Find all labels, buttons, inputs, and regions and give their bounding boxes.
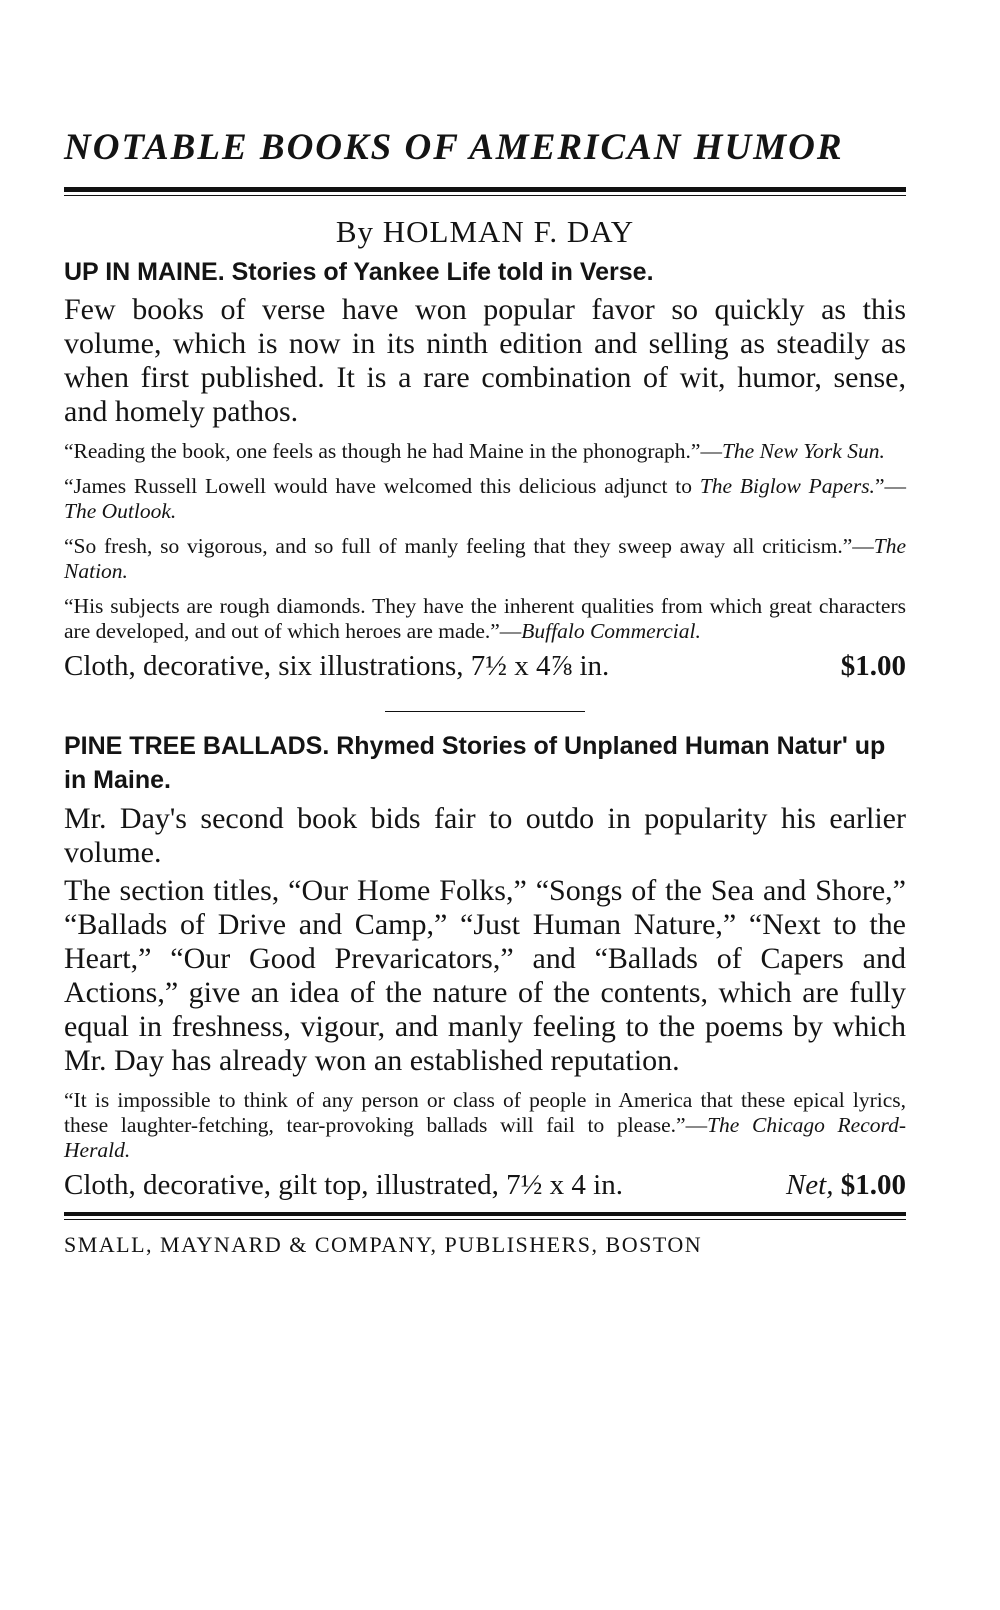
price-prefix: Net,	[785, 1168, 834, 1201]
quote-source: The Nation.	[64, 534, 906, 584]
publisher-imprint: SMALL, MAYNARD & COMPANY, PUBLISHERS, BOSTON	[64, 1231, 703, 1257]
book-description: The section titles, “Our Home Folks,” “Songs of the Sea and Shore,” “Ballads of Drive and Camp,” “Just Human Nature,” “Next to the Heart,” “Our Good Prevaricators,” and “Ballads of Capers and Actions,” give an idea of the nature of the contents, which are fully equal in freshness, vigour, and manly feeling to the poems by which Mr. Day has already won an established reputation.	[64, 873, 906, 1077]
review-quote	[64, 439, 906, 464]
binding-description: Cloth, decorative, gilt top, illustrated, 7½ x 4 in.	[64, 1168, 623, 1201]
quote-text-after: ”—	[874, 474, 906, 499]
book-description: Few books of verse have won popular favor so quickly as this volume, which is now in its ninth edition and selling as steadily as when first published. It is a rare combination of wit, humor, sense, and homely pathos.	[64, 293, 906, 429]
quote-text: “It is impossible to think of any person or class of people in America that these epical lyrics, these laughter-fetching, tear-provoking ballads will fail to please.”—	[64, 1087, 906, 1137]
quote-text: “His subjects are rough diamonds. They have the inherent qualities from which great characters are developed, and out of which heroes are made.”—	[64, 594, 906, 644]
footer-rule-thick	[64, 1212, 906, 1216]
header-rule-thin	[64, 195, 906, 196]
footer-rule-thin	[64, 1219, 906, 1220]
advertisement-page	[64, 128, 906, 1258]
binding-description: Cloth, decorative, six illustrations, 7½ x 4⅞ in.	[64, 650, 610, 683]
quote-source: The Chicago Record-Herald.	[64, 1112, 906, 1162]
book-up-in-maine	[64, 256, 906, 684]
quote-text: “So fresh, so vigorous, and so full of manly feeling that they sweep away all criticism.”—	[64, 534, 874, 559]
book-title: PINE TREE BALLADS. Rhymed Stories of Unplaned Human Natur' up in Maine.	[64, 732, 886, 795]
review-quote	[64, 474, 906, 524]
book-title: UP IN MAINE. Stories of Yankee Life told in Verse.	[64, 257, 654, 286]
price: $1.00	[840, 650, 906, 683]
book-pine-tree-ballads	[64, 730, 906, 1202]
book-description: Mr. Day's second book bids fair to outdo in popularity his earlier volume.	[64, 801, 906, 869]
price-group	[786, 1169, 906, 1202]
page-header-title: NOTABLE BOOKS OF AMERICAN HUMOR	[64, 127, 844, 168]
header-rule-thick	[64, 187, 906, 192]
quote-text: “Reading the book, one feels as though he had Maine in the phonograph.”—	[64, 439, 722, 464]
price: $1.00	[840, 1168, 906, 1201]
review-quote	[64, 1088, 906, 1163]
quote-italic-title: The Biglow Papers.	[699, 474, 875, 499]
binding-price-line	[64, 1169, 906, 1202]
author-byline: By HOLMAN F. DAY	[335, 213, 635, 249]
quote-source: The New York Sun.	[721, 439, 885, 464]
quote-source: Buffalo Commercial.	[521, 619, 701, 644]
review-quote	[64, 534, 906, 584]
review-quote	[64, 594, 906, 644]
binding-price-line	[64, 650, 906, 683]
quote-source: The Outlook.	[64, 499, 177, 524]
section-separator	[385, 711, 585, 712]
quote-text: “James Russell Lowell would have welcomed this delicious adjunct to	[64, 474, 700, 499]
